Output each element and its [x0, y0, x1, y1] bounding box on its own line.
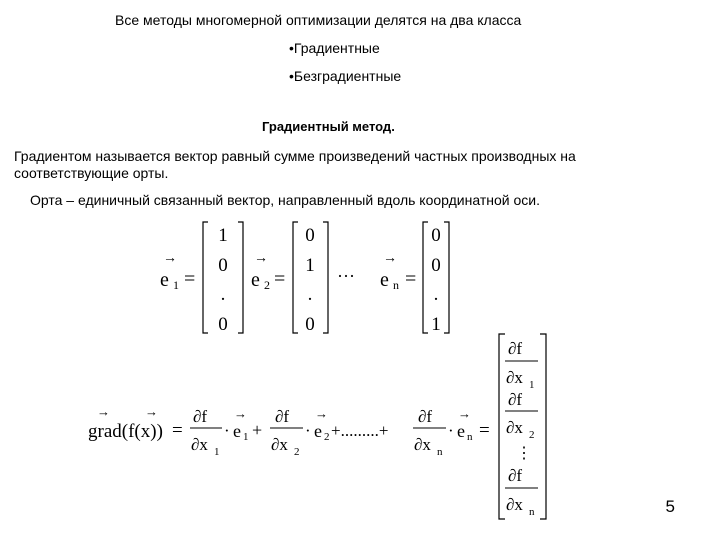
denominator-subscript: 1	[214, 446, 220, 458]
vector-arrow: →	[97, 404, 110, 419]
bullet-nongradient: •Безградиентные	[289, 68, 402, 84]
vector-arrow: →	[163, 251, 177, 266]
matrix-entry: 0	[218, 255, 228, 276]
vector-subscript: n	[393, 278, 399, 292]
grad-label: grad(f(x))	[88, 421, 163, 442]
dots-plus: +.........+	[331, 421, 389, 440]
orta-definition: Орта – единичный связанный вектор, направленный вдоль координатной оси.	[30, 192, 540, 208]
vector-symbol: e	[457, 421, 465, 441]
matrix-entry: 0	[305, 314, 315, 335]
matrix-entry: 0	[305, 225, 315, 246]
vector-arrow: →	[458, 406, 471, 421]
matrix-entry: .	[433, 284, 439, 305]
fraction-numerator: ∂f	[508, 339, 523, 358]
fraction-denominator: ∂x	[191, 435, 208, 454]
cdot: ·	[305, 421, 311, 440]
vector-subscript: 2	[324, 431, 330, 443]
bullet-gradient: •Градиентные	[289, 40, 380, 56]
equals-sign: =	[274, 268, 286, 290]
cdot: ·	[448, 421, 454, 440]
vector-symbol: e	[380, 269, 389, 291]
vector-subscript: n	[467, 431, 473, 443]
gradient-term-n	[413, 406, 490, 458]
unit-vector-e2	[251, 222, 328, 335]
bracket-left	[423, 222, 428, 333]
vector-symbol: e	[314, 421, 322, 441]
equals-sign: =	[405, 268, 417, 290]
vector-arrow: →	[145, 404, 158, 419]
bracket-right	[540, 334, 546, 519]
fraction-denominator: ∂x	[506, 495, 523, 514]
equals-sign: =	[172, 420, 183, 441]
matrix-entry: 1	[431, 314, 441, 335]
matrix-entry: 0	[431, 225, 441, 246]
bracket-left	[293, 222, 298, 333]
vector-arrow: →	[234, 406, 247, 421]
vector-symbol: e	[160, 269, 169, 291]
bracket-right	[238, 222, 243, 333]
matrix-entry: 1	[305, 255, 315, 276]
matrix-entry: 0	[431, 255, 441, 276]
horizontal-ellipsis: ···	[337, 266, 355, 286]
fraction-denominator: ∂x	[506, 418, 523, 437]
vertical-ellipsis: ⋮	[516, 445, 532, 462]
denominator-subscript: 1	[529, 379, 535, 391]
gradient-definition: Градиентом называется вектор равный сумме произведений частных производных на соответствующие орты.	[14, 148, 576, 181]
unit-vector-en	[380, 222, 449, 335]
vector-arrow: →	[383, 251, 397, 266]
vector-arrow: →	[315, 406, 328, 421]
matrix-entry: 1	[218, 225, 228, 246]
gradient-column-vector	[499, 334, 546, 519]
denominator-subscript: 2	[294, 446, 300, 458]
gradient-term-2	[270, 406, 388, 458]
intro-text: Все методы многомерной оптимизации делятся на два класса	[115, 12, 522, 28]
vector-symbol: e	[251, 269, 260, 291]
denominator-subscript: n	[437, 446, 443, 458]
bracket-right	[323, 222, 328, 333]
fraction-numerator: ∂f	[418, 407, 433, 426]
denominator-subscript: n	[529, 506, 535, 518]
matrix-entry: 0	[218, 314, 228, 335]
bracket-left	[499, 334, 505, 519]
fraction-denominator: ∂x	[414, 435, 431, 454]
plus-sign: +	[252, 420, 263, 440]
gradient-formula	[88, 334, 546, 519]
fraction-numerator: ∂f	[193, 407, 208, 426]
fraction-numerator: ∂f	[275, 407, 290, 426]
bracket-right	[444, 222, 449, 333]
fraction-denominator: ∂x	[506, 368, 523, 387]
section-heading: Градиентный метод.	[262, 119, 395, 134]
vector-arrow: →	[254, 251, 268, 266]
fraction-denominator: ∂x	[271, 435, 288, 454]
vector-symbol: e	[233, 421, 241, 441]
cdot: ·	[224, 421, 230, 440]
matrix-entry: .	[220, 284, 226, 305]
fraction-numerator: ∂f	[508, 390, 523, 409]
matrix-entry: .	[307, 284, 313, 305]
vector-subscript: 2	[264, 278, 270, 292]
equals-sign: =	[479, 420, 490, 441]
bracket-left	[203, 222, 208, 333]
page-number: 5	[665, 497, 675, 516]
vector-subscript: 1	[243, 431, 249, 443]
gradient-term-1	[190, 406, 262, 458]
denominator-subscript: 2	[529, 429, 535, 441]
vector-subscript: 1	[173, 278, 179, 292]
fraction-numerator: ∂f	[508, 466, 523, 485]
unit-vector-e1	[160, 222, 243, 335]
equals-sign: =	[184, 268, 196, 290]
